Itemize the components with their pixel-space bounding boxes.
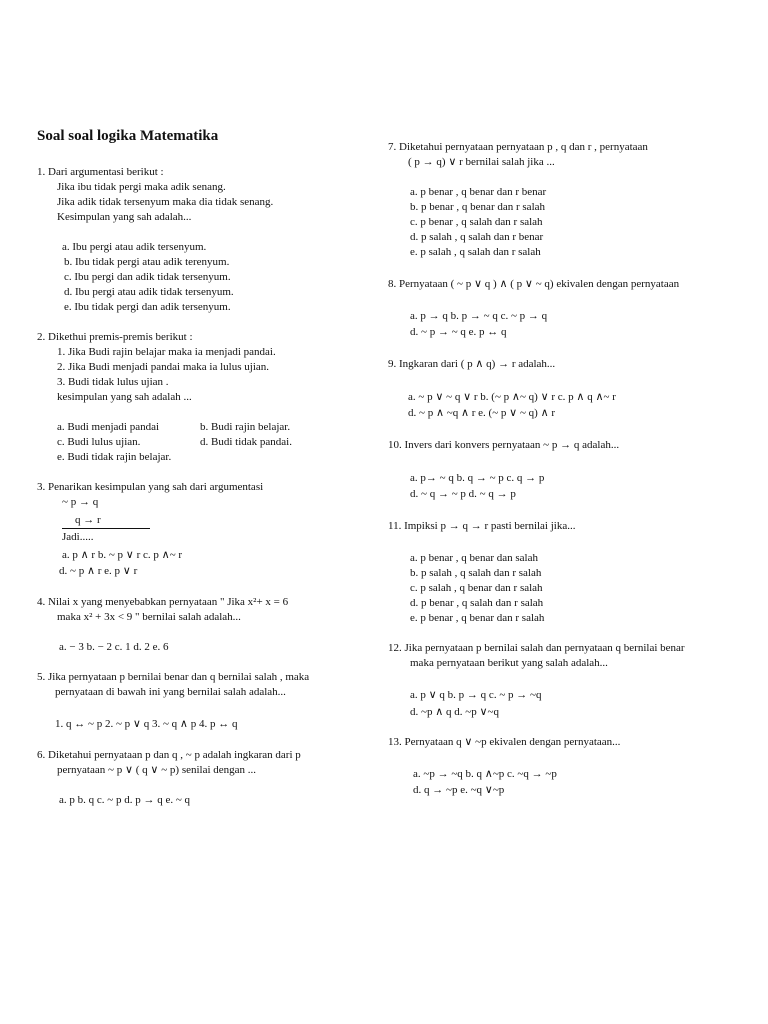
text-line: Jika adik tidak tersenyum maka dia tidak senang. (57, 196, 274, 208)
text-line: d. ~p ∧ q d. ~p ∨~q (410, 706, 499, 718)
text-line: c. Budi lulus ujian. (57, 436, 141, 448)
text-line: 3. Budi tidak lulus ujian . (57, 376, 169, 388)
text-line: e. p salah , q salah dan r salah (410, 246, 541, 258)
text-line: 9. Ingkaran dari ( p ∧ q) → r adalah... (388, 358, 556, 370)
text-line: 12. Jika pernyataan p bernilai salah dan pernyataan q bernilai benar (388, 642, 685, 654)
text-line: b. Ibu tidak pergi atau adik terenyum. (64, 256, 230, 268)
text-line: 2. Jika Budi menjadi pandai maka ia lulus ujian. (57, 361, 270, 373)
text-line: c. p salah , q benar dan r salah (410, 582, 543, 594)
text-line: Jadi..... (62, 531, 94, 543)
text-line: a. p b. q c. ~ p d. p → q e. ~ q (59, 794, 191, 806)
text-line: 11. Impiksi p → q → r pasti bernilai jika... (388, 520, 576, 532)
text-line: a. Ibu pergi atau adik tersenyum. (62, 241, 207, 253)
text-line: kesimpulan yang sah adalah ... (57, 391, 192, 403)
text-line: a. p ∨ q b. p → q c. ~ p → ~q (410, 689, 542, 701)
page-title: Soal soal logika Matematika (37, 128, 219, 144)
text-line: 6. Diketahui pernyataan p dan q , ~ p adalah ingkaran dari p (37, 749, 301, 761)
text-line: d. ~ q → ~ p d. ~ q → p (410, 488, 516, 500)
text-line: Jika ibu tidak pergi maka adik senang. (57, 181, 226, 193)
text-line: d. ~ p ∧ ~q ∧ r e. (~ p ∨ ~ q) ∧ r (408, 407, 556, 419)
text-line: a. − 3 b. − 2 c. 1 d. 2 e. 6 (59, 641, 169, 653)
text-line: maka pernyataan berikut yang salah adalah... (410, 657, 608, 669)
text-line: b. p benar , q benar dan r salah (410, 201, 546, 213)
text-line: maka x² + 3x < 9 " bernilai salah adalah... (57, 611, 241, 623)
text-line: a. ~ p ∨ ~ q ∨ r b. (~ p ∧~ q) ∨ r c. p ∧ q ∧~ r (408, 391, 616, 403)
text-line: 13. Pernyataan q ∨ ~p ekivalen dengan pernyataan... (388, 736, 621, 748)
text-line: d. Budi tidak pandai. (200, 436, 292, 448)
text-line: pernyataan ~ p ∨ ( q ∨ ~ p) senilai dengan ... (57, 764, 257, 776)
text-line: e. Budi tidak rajin belajar. (57, 451, 172, 463)
text-line: a. p ∧ r b. ~ p ∨ r c. p ∧~ r (62, 549, 183, 561)
text-line: 7. Diketahui pernyataan pernyataan p , q dan r , pernyataan (388, 141, 648, 153)
text-line: a. p→ ~ q b. q → ~ p c. q → p (410, 472, 545, 484)
text-line: c. Ibu pergi dan adik tidak tersenyum. (64, 271, 231, 283)
text-line: ~ p → q (62, 496, 99, 508)
text-line: e. p benar , q benar dan r salah (410, 612, 545, 624)
text-line: d. p salah , q salah dan r benar (410, 231, 544, 243)
text-line: 8. Pernyataan ( ~ p ∨ q ) ∧ ( p ∨ ~ q) ekivalen dengan pernyataan (388, 278, 680, 290)
text-line: 1. Dari argumentasi berikut : (37, 166, 164, 178)
text-line: 5. Jika pernyataan p bernilai benar dan q bernilai salah , maka (37, 671, 310, 683)
text-line: a. p benar , q benar dan salah (410, 552, 538, 564)
text-line: ( p → q) ∨ r bernilai salah jika ... (408, 156, 555, 168)
text-line: c. p benar , q salah dan r salah (410, 216, 543, 228)
text-line: Kesimpulan yang sah adalah... (57, 211, 192, 223)
text-line: 1. q ↔ ~ p 2. ~ p ∨ q 3. ~ q ∧ p 4. p ↔ q (55, 718, 238, 730)
text-line: 4. Nilai x yang menyebabkan pernyataan " Jika x²+ x = 6 (37, 596, 289, 608)
text-line: a. p → q b. p → ~ q c. ~ p → q (410, 310, 548, 322)
text-line: e. Ibu tidak pergi dan adik tersenyum. (64, 301, 231, 313)
text-line: 1. Jika Budi rajin belajar maka ia menjadi pandai. (57, 346, 276, 358)
text-line: d. p benar , q salah dan r salah (410, 597, 544, 609)
text-line: pernyataan di bawah ini yang bernilai salah adalah... (55, 686, 286, 698)
text-line: 3. Penarikan kesimpulan yang sah dari argumentasi (37, 481, 264, 493)
text-line: 2. Dikethui premis-premis berikut : (37, 331, 193, 343)
text-line: a. p benar , q benar dan r benar (410, 186, 547, 198)
text-line: b. Budi rajin belajar. (200, 421, 291, 433)
text-line: d. ~ p → ~ q e. p ↔ q (410, 326, 507, 338)
text-line: d. q → ~p e. ~q ∨~p (413, 784, 505, 796)
text-line: 10. Invers dari konvers pernyataan ~ p → q adalah... (388, 439, 620, 451)
text-line: q → r (75, 514, 101, 526)
text-line: a. ~p → ~q b. q ∧~p c. ~q → ~p (413, 768, 557, 780)
text-line: b. p salah , q salah dan r salah (410, 567, 542, 579)
premise-divider (62, 528, 150, 529)
text-line: a. Budi menjadi pandai (57, 421, 160, 433)
text-line: d. Ibu pergi atau adik tidak tersenyum. (64, 286, 234, 298)
text-line: d. ~ p ∧ r e. p ∨ r (59, 565, 138, 577)
